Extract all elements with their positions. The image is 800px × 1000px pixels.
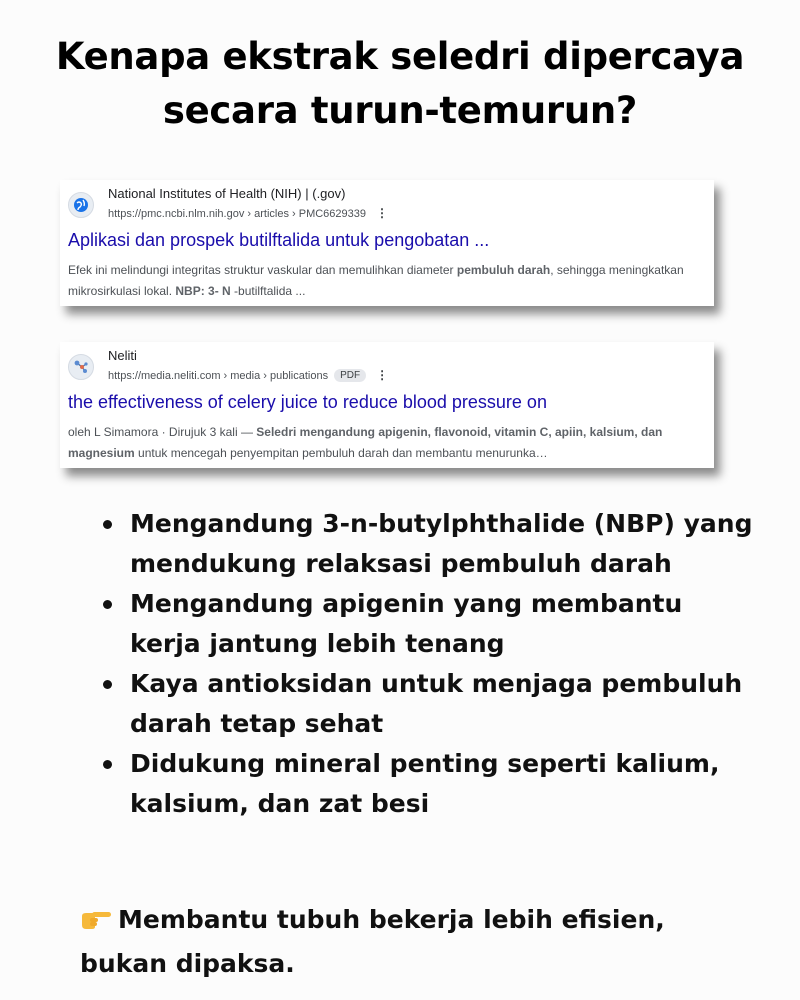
result-url-text[interactable]: https://media.neliti.com › media › publications <box>108 370 329 382</box>
result-url[interactable] <box>108 206 388 220</box>
list-item-text: Didukung mineral penting seperti kalium, kalsium, dan zat besi <box>130 749 720 818</box>
result-url-text[interactable]: https://pmc.ncbi.nlm.nih.gov › articles › PMC6629339 <box>108 208 367 220</box>
list-item-text: Mengandung 3-n-butylphthalide (NBP) yang mendukung relaksasi pembuluh darah <box>130 509 753 578</box>
snippet-highlight: NBP: 3- N <box>175 284 231 298</box>
globe-icon <box>68 192 94 218</box>
result-site-name: Neliti <box>108 348 137 363</box>
result-snippet <box>68 260 708 302</box>
snippet-text: untuk mencegah penyempitan pembuluh darah dan membantu menurunka… <box>134 446 548 460</box>
pdf-badge: PDF <box>334 369 366 382</box>
page-title <box>0 30 800 138</box>
bullet-icon <box>103 520 112 529</box>
search-result-card-nih <box>60 180 714 306</box>
result-link[interactable]: Aplikasi dan prospek butilftalida untuk pengobatan ... <box>68 230 490 250</box>
result-site-name: National Institutes of Health (NIH) | (.gov) <box>108 186 346 201</box>
snippet-text: , sehingga meningkatkan mikrosirkulasi lokal. <box>68 263 684 298</box>
result-link[interactable]: the effectiveness of celery juice to reduce blood pressure on <box>68 392 547 412</box>
search-result-card-neliti <box>60 342 714 468</box>
snippet-highlight: pembuluh darah <box>456 263 551 277</box>
closing-text: Membantu tubuh bekerja lebih efisien, bukan dipaksa. <box>80 905 665 978</box>
list-item-text: Kaya antioksidan untuk menjaga pembuluh darah tetap sehat <box>130 669 743 738</box>
bullet-icon <box>103 680 112 689</box>
more-options-icon[interactable]: ⋮ <box>376 368 389 382</box>
list-item <box>100 664 760 744</box>
molecule-icon <box>68 354 94 380</box>
list-item <box>100 744 760 824</box>
title-line-2: secara turun-temurun? <box>162 89 638 132</box>
snippet-text: oleh L Simamora · Dirujuk 3 kali — <box>68 425 257 439</box>
bullet-icon <box>103 760 112 769</box>
benefits-list <box>100 504 760 824</box>
result-url[interactable] <box>108 368 388 382</box>
snippet-text: -butilftalida ... <box>230 284 306 298</box>
snippet-highlight: Seledri mengandung apigenin, flavonoid, vitamin C, apiin, kalsium, dan magnesium <box>68 425 663 460</box>
title-line-1: Kenapa ekstrak seledri dipercaya <box>55 35 745 78</box>
list-item-text: Mengandung apigenin yang membantu kerja jantung lebih tenang <box>130 589 683 658</box>
snippet-text: Efek ini melindungi integritas struktur vaskular dan memulihkan diameter <box>68 263 457 277</box>
bullet-icon <box>103 600 112 609</box>
result-snippet <box>68 422 708 464</box>
closing-statement <box>80 898 760 986</box>
more-options-icon[interactable]: ⋮ <box>376 206 389 220</box>
pointing-hand-icon <box>80 900 112 922</box>
list-item <box>100 504 760 584</box>
list-item <box>100 584 760 664</box>
